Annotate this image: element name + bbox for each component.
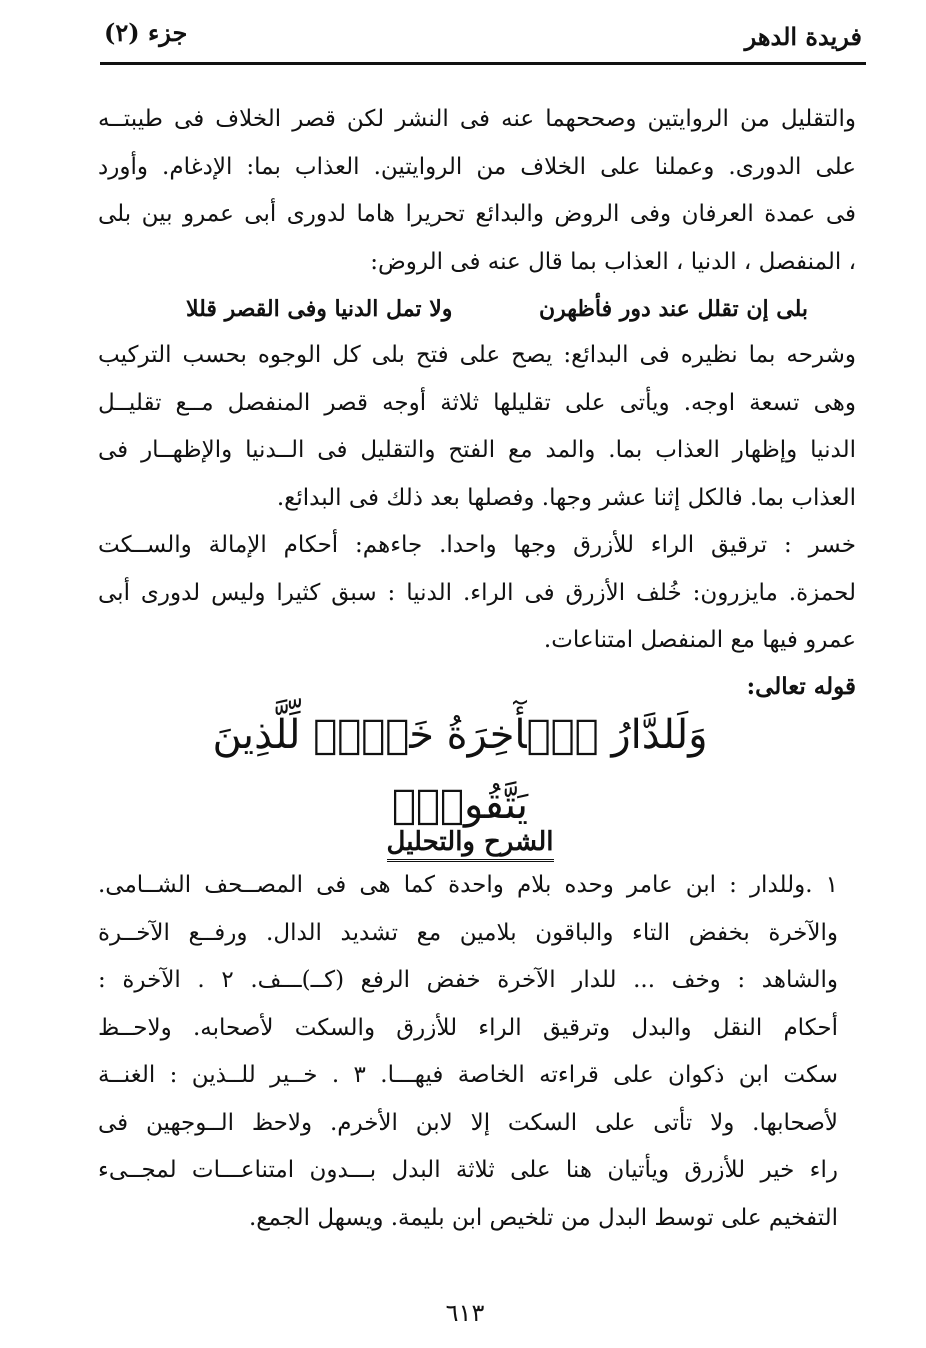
commentary-text [98, 862, 838, 1242]
running-header [100, 18, 866, 65]
volume-label: جزء (٢) [104, 18, 188, 47]
text-line: الدنيا وإظهار العذاب بما. والمد مع الفتح والتقليل فى الــدنيا والإظهــار فى [98, 437, 856, 463]
text-line: فى عمدة العرفان وفى الروض والبدائع تحريرا هاما لدورى أبى عمرو بين بلى [98, 201, 856, 227]
text-line: العذاب بما. فالكل إثنا عشر وجها. وفصلها بعد ذلك فى البدائع. [276, 484, 856, 511]
text-line: وشرحه بما نظيره فى البدائع: يصح على فتح بلى كل الوجوه بحسب التركيب [98, 342, 856, 368]
section-title-text: الشرح والتحليل [387, 827, 554, 862]
text-line: وهى تسعة اوجه. ويأتى على تقليلها ثلاثة أوجه قصر المنفصل مــع تقليــل [98, 389, 856, 416]
quran-ayah: وَلَلدَّارُ ٱلۡأٓخِرَةُ خَيۡرٞ لِّلَّذِينَ يَتَّقُونَۚ [212, 712, 708, 828]
text-line: لحمزة. مايزرون: خُلف الأزرق فى الراء. الدنيا : سبق كثيرا وليس لدورى أبى [98, 579, 856, 606]
commentary-line: التفخيم على توسط البدل من تلخيص ابن بليمة. ويسهل الجمع. [248, 1204, 838, 1231]
commentary-line: ١ .وللدار : ابن عامر وحده بلام واحدة كما هى فى المصــحف الشــامى. [98, 872, 838, 898]
text-line: عمرو فيها مع المنفصل امتناعات. [543, 627, 856, 653]
commentary-line: أحكام النقل والبدل وترقيق الراء للأزرق والسكت لأصحابه. ولاحــظ [98, 1014, 838, 1041]
commentary-line: والشاهد : وخف ... للدار الآخرة خفض الرفع (كــ)ـــف. ٢ . الآخرة : [98, 967, 838, 993]
book-title: فريدة الدهر [744, 22, 862, 51]
verse-heading: قوله تعالى: [746, 672, 856, 700]
main-text [98, 96, 856, 709]
text-line: خسر : ترقيق الراء للأزرق وجها واحدا. جاءهم: أحكام الإمالة والســكت [98, 532, 856, 558]
verse-second-hemistich: ولا تمل الدنيا وفى القصر قللا [186, 296, 453, 322]
text-line: ، المنفصل ، الدنيا ، العذاب بما قال عنه فى الروض: [370, 248, 856, 275]
section-title [380, 820, 560, 864]
commentary-line: سكت ابن ذكوان على قراءته الخاصة فيهـــا. ٣ . خــير للــذين : الغنــة [98, 1062, 838, 1088]
page-number: ٦١٣ [445, 1299, 485, 1327]
text-line: على الدورى. وعملنا على الخلاف من الروايتين. العذاب بما: الإدغام. وأورد [98, 153, 856, 180]
commentary-line: راء خير للأزرق ويأتيان هنا على ثلاثة البدل بـــدون امتناعـــات لمجــىء [98, 1157, 838, 1183]
commentary-line: لأصحابها. ولا تأتى على السكت إلا لابن الأخرم. ولاحظ الــوجهين فى [98, 1109, 838, 1136]
commentary-line: والآخرة بخفض التاء والباقون بلامين مع تشديد الدال. ورفــع الآخــرة [98, 919, 838, 946]
verse-first-hemistich: بلى إن تقلل عند دور فأظهرن [538, 296, 808, 322]
text-line: والتقليل من الروايتين وصححهما عنه فى النشر لكن قصر الخلاف فى طيبتــه [98, 106, 856, 132]
poem-verse [98, 286, 856, 332]
